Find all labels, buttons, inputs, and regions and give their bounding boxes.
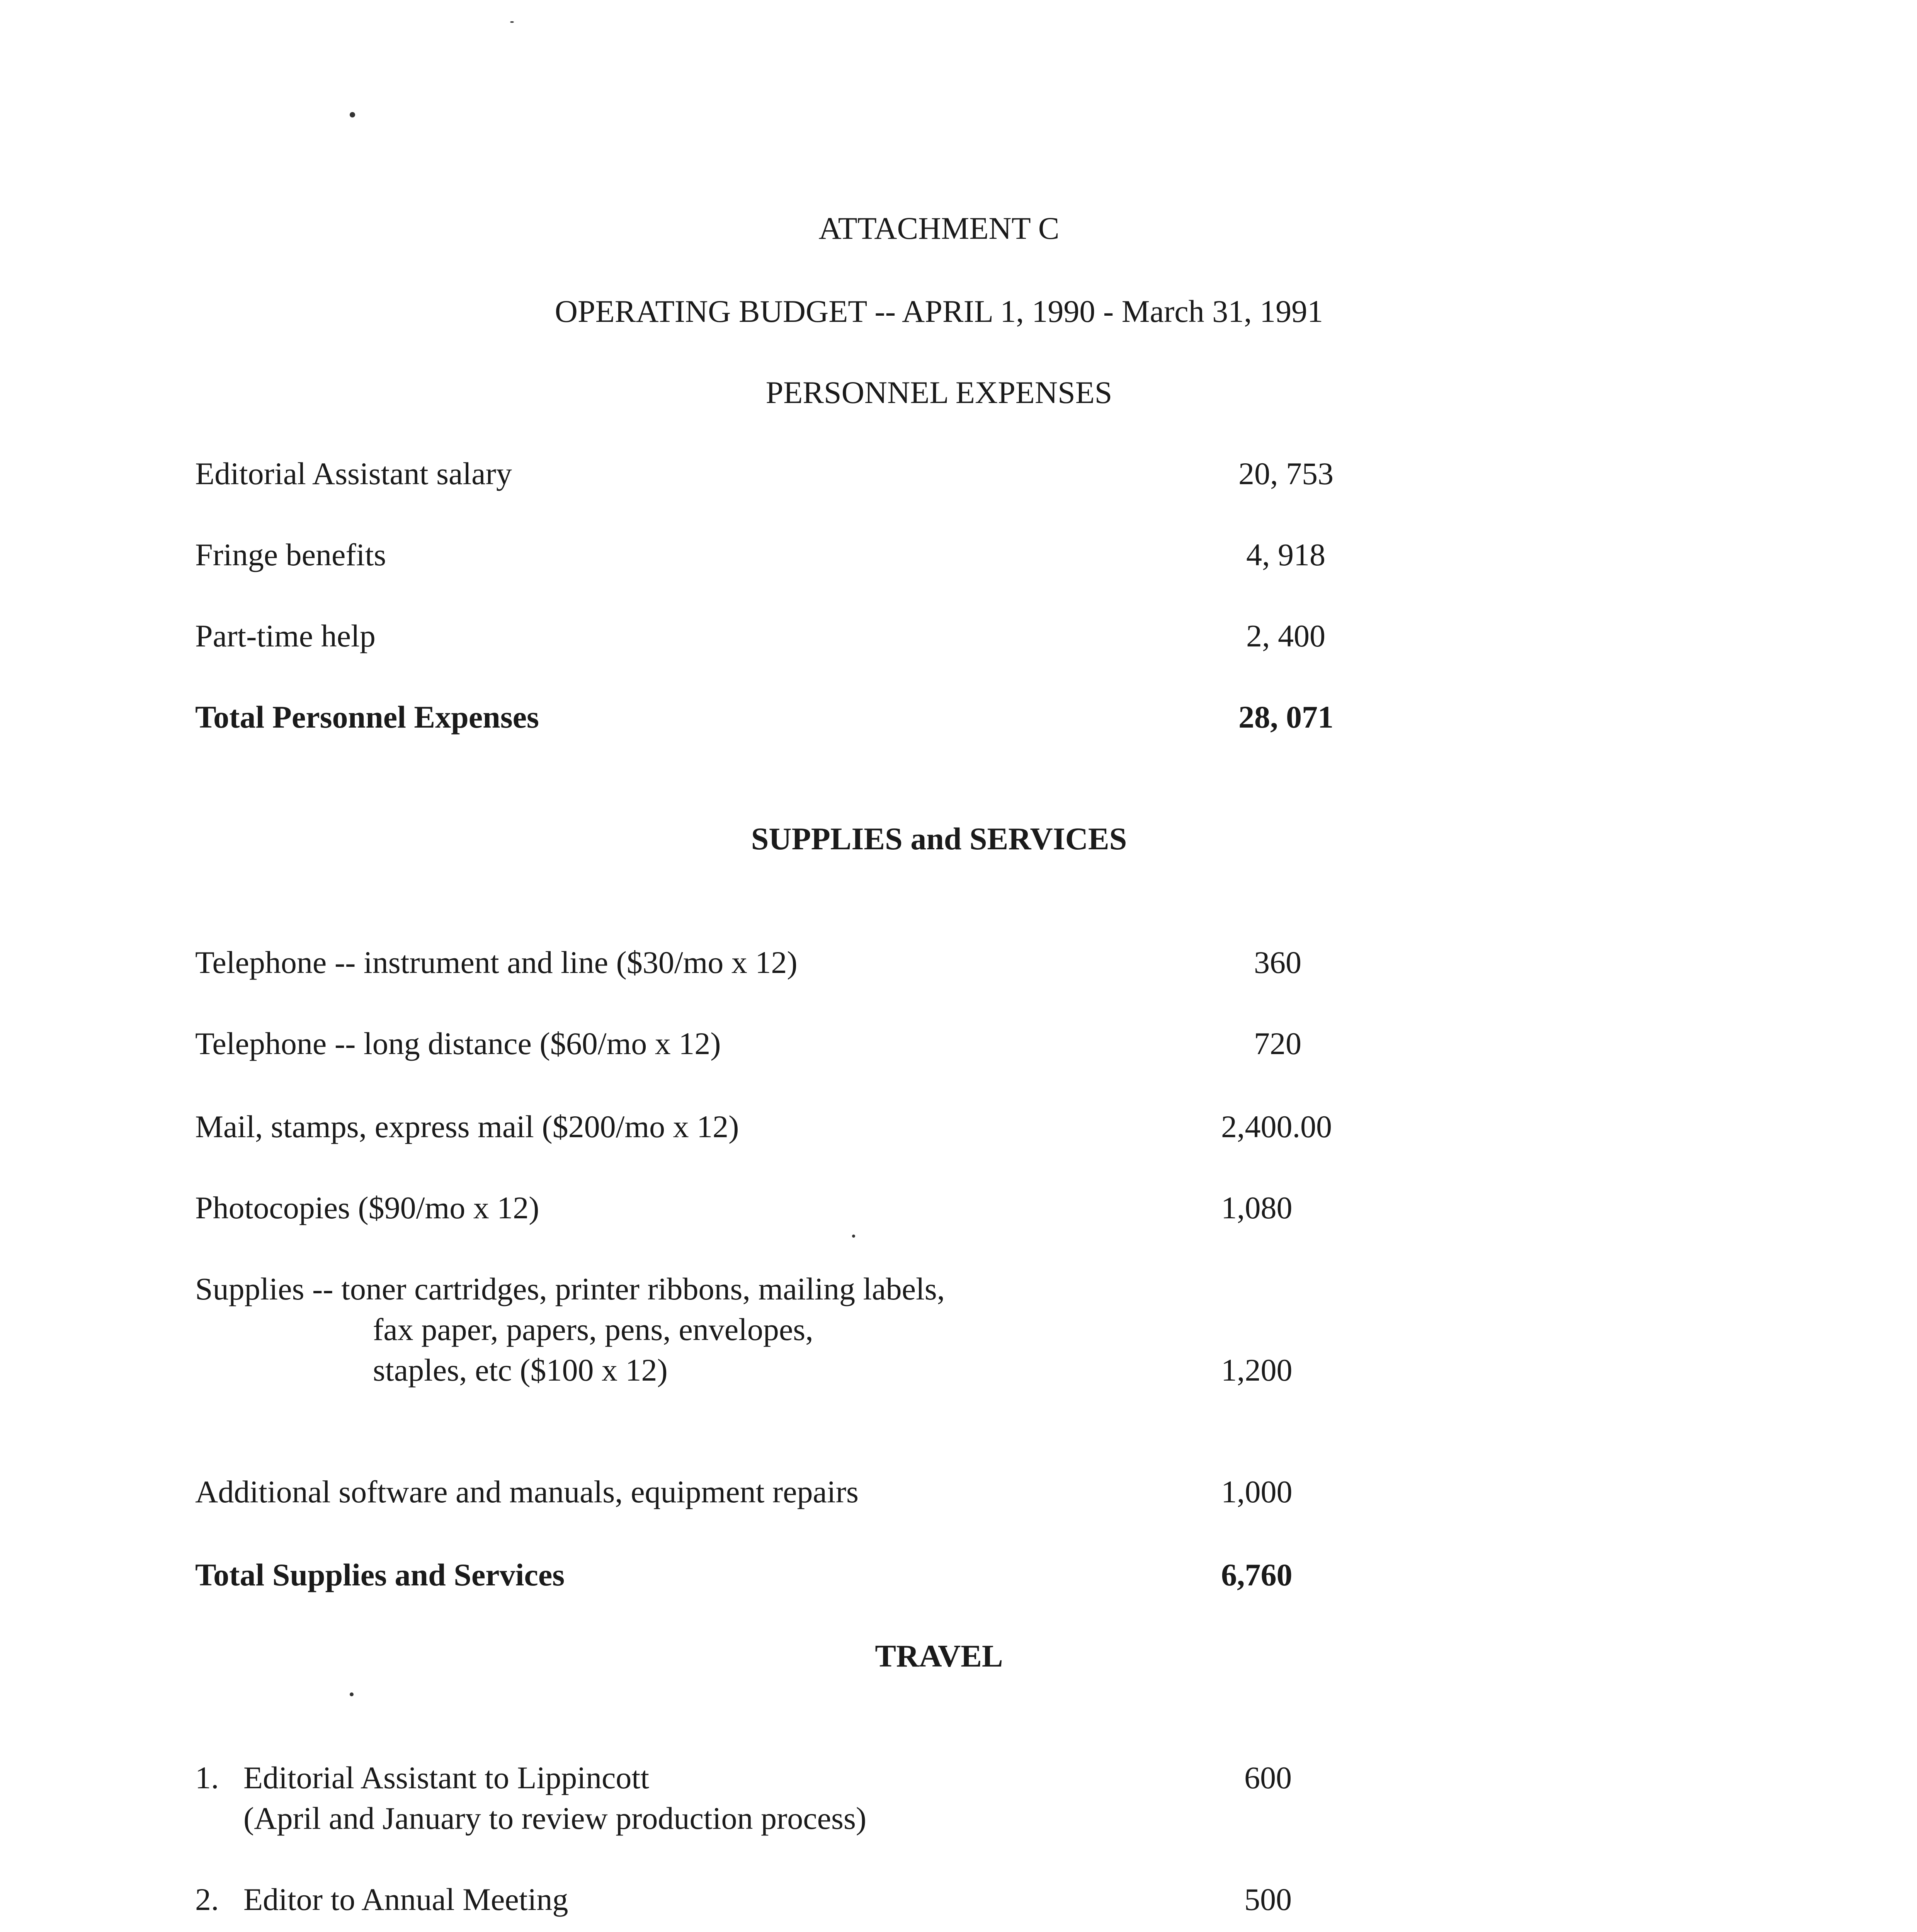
scan-speck [852, 1235, 855, 1238]
personnel-item-amount: 4, 918 [1246, 537, 1325, 572]
travel-item-number: 2. [195, 1882, 219, 1917]
travel-item-label-line2: (April and January to review production process) [243, 1801, 867, 1836]
supplies-item-amount: 360 [1254, 945, 1301, 980]
travel-item-amount: 500 [1244, 1882, 1292, 1917]
supplies-total-amount: 6,760 [1221, 1557, 1293, 1592]
section-heading-supplies: SUPPLIES and SERVICES [751, 821, 1127, 856]
personnel-item-amount: 20, 753 [1238, 456, 1334, 491]
document-title: OPERATING BUDGET -- APRIL 1, 1990 - March 31, 1991 [555, 294, 1323, 329]
personnel-total-amount: 28, 071 [1238, 699, 1334, 735]
section-heading-personnel: PERSONNEL EXPENSES [765, 375, 1112, 410]
supplies-total-label: Total Supplies and Services [195, 1557, 565, 1592]
supplies-item-label: Photocopies ($90/mo x 12) [195, 1190, 539, 1225]
software-item-amount: 1,000 [1221, 1474, 1293, 1509]
supplies-item-amount: 1,200 [1221, 1352, 1293, 1388]
scan-speck [510, 21, 514, 23]
supplies-item-amount: 1,080 [1221, 1190, 1293, 1225]
personnel-total-label: Total Personnel Expenses [195, 699, 539, 735]
supplies-item-amount: 2,400.00 [1221, 1109, 1332, 1144]
personnel-item-amount: 2, 400 [1246, 618, 1325, 653]
supplies-item-label: Telephone -- long distance ($60/mo x 12) [195, 1026, 721, 1061]
supplies-item-label: Telephone -- instrument and line ($30/mo x 12) [195, 945, 798, 980]
supplies-item-amount: 720 [1254, 1026, 1301, 1061]
supplies-item-label-line1: Supplies -- toner cartridges, printer ribbons, mailing labels, [195, 1271, 945, 1306]
section-heading-travel: TRAVEL [875, 1638, 1003, 1673]
scan-speck [350, 1692, 354, 1696]
travel-item-number: 1. [195, 1760, 219, 1795]
travel-item-label: Editor to Annual Meeting [243, 1882, 568, 1917]
attachment-label: ATTACHMENT C [818, 211, 1060, 246]
personnel-item-label: Part-time help [195, 618, 376, 653]
software-item-label: Additional software and manuals, equipment repairs [195, 1474, 859, 1509]
personnel-item-label: Editorial Assistant salary [195, 456, 512, 491]
scan-speck [350, 112, 355, 117]
supplies-item-label-line3: staples, etc ($100 x 12) [373, 1352, 668, 1388]
personnel-item-label: Fringe benefits [195, 537, 386, 572]
travel-item-label-line1: Editorial Assistant to Lippincott [243, 1760, 649, 1795]
travel-item-amount: 600 [1244, 1760, 1292, 1795]
supplies-item-label-line2: fax paper, papers, pens, envelopes, [373, 1312, 813, 1347]
supplies-item-label: Mail, stamps, express mail ($200/mo x 12) [195, 1109, 739, 1144]
